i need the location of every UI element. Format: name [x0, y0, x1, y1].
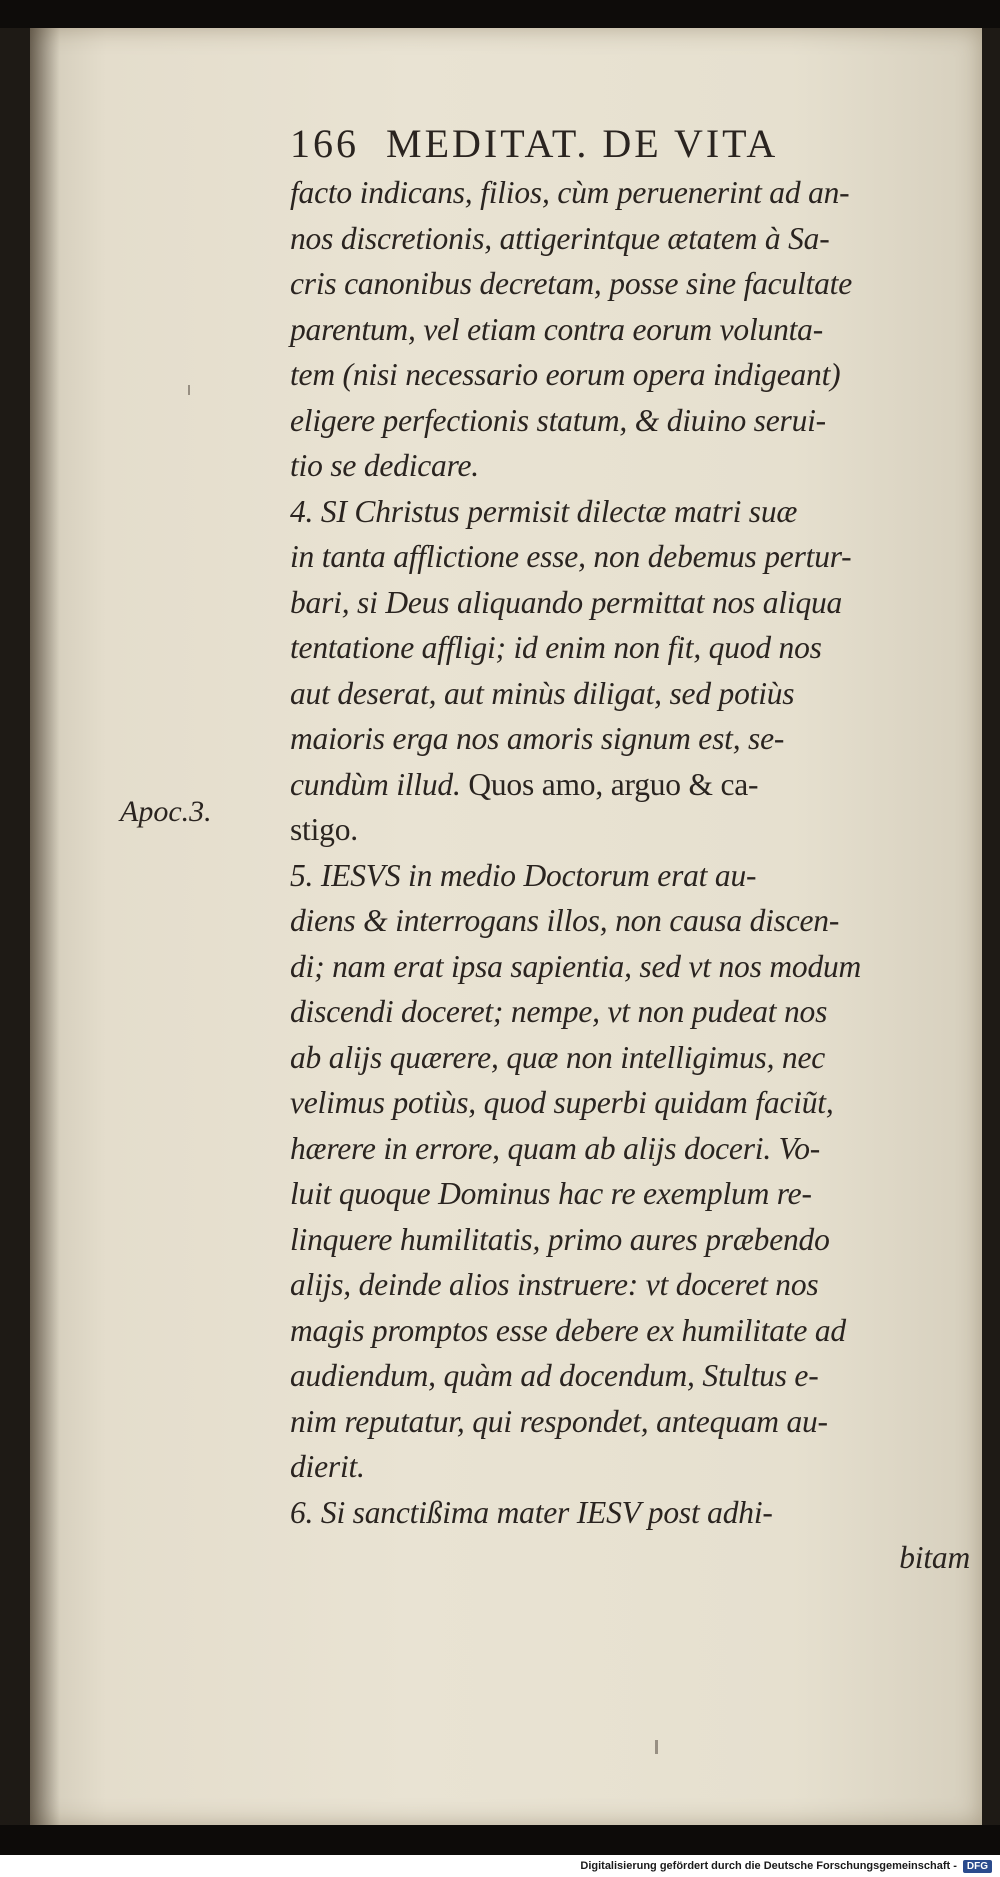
text-line: 6. Si sanctißima mater IESV post adhi-	[290, 1494, 773, 1530]
text-line	[290, 762, 970, 808]
text-line: parentum, vel etiam contra eorum volunta-	[290, 311, 824, 347]
footer-bar	[0, 1855, 1000, 1877]
text-line: diens & interrogans illos, non causa discen-	[290, 903, 840, 938]
running-head	[290, 120, 970, 170]
text-line: bari, si Deus aliquando permittat nos aliqua	[290, 584, 843, 620]
dfg-logo: DFG	[963, 1860, 992, 1873]
catchword: bitam	[899, 1540, 970, 1575]
scan-top-edge	[0, 0, 1000, 28]
text-line: luit quoque Dominus hac re exemplum re-	[290, 1176, 812, 1211]
footer-credit: Digitalisierung gefördert durch die Deutsche Forschungsgemeinschaft -	[580, 1860, 957, 1872]
text-line: hærere in errore, quam ab alijs doceri. Vo-	[290, 1130, 821, 1166]
text-line: dierit.	[290, 1449, 365, 1484]
page-number: 166	[290, 121, 359, 166]
text-line: ab alijs quærere, quæ non intelligimus, nec	[290, 1039, 826, 1075]
text-line: aut deserat, aut minùs diligat, sed potiùs	[290, 675, 795, 711]
scan-bottom-edge	[0, 1825, 1000, 1855]
running-title: MEDITAT. DE VITA	[386, 121, 779, 166]
text-line: linquere humilitatis, primo aures præbendo	[290, 1221, 830, 1257]
text-line: audiendum, quàm ad docendum, Stultus e-	[290, 1358, 819, 1393]
binding-shadow	[30, 28, 60, 1825]
ink-speck	[655, 1740, 658, 1754]
page-text	[290, 120, 970, 1581]
margin-note: Apoc.3.	[120, 795, 212, 828]
text-line: in tanta afflictione esse, non debemus pertur-	[290, 539, 852, 574]
text-line: facto indicans, filios, cùm peruenerint ad an-	[290, 175, 850, 210]
text-line: velimus potiùs, quod superbi quidam faciũt,	[290, 1085, 834, 1120]
text-line: tentatione affligi; id enim non fit, quod nos	[290, 630, 822, 665]
text-line: tem (nisi necessario eorum opera indigeant)	[290, 357, 841, 392]
text-line-italic: cundùm illud.	[290, 766, 461, 802]
text-line: tio se dedicare.	[290, 448, 479, 483]
text-line: alijs, deinde alios instruere: vt doceret nos	[290, 1267, 819, 1302]
text-line: 5. IESVS in medio Doctorum erat au-	[290, 857, 757, 893]
ink-speck	[188, 385, 190, 395]
text-line: nos discretionis, attigerintque ætatem à Sa-	[290, 220, 830, 256]
text-line: nim reputatur, qui respondet, antequam au-	[290, 1403, 828, 1439]
text-line: 4. SI Christus permisit dilectæ matri suæ	[290, 493, 798, 529]
text-line: magis promptos esse debere ex humilitate ad	[290, 1312, 846, 1348]
text-line: maioris erga nos amoris signum est, se-	[290, 721, 785, 756]
text-line: cris canonibus decretam, posse sine facultate	[290, 266, 852, 301]
text-line: eligere perfectionis statum, & diuino serui-	[290, 402, 826, 438]
quote-roman: Quos amo, arguo & ca-	[468, 766, 759, 802]
text-line: di; nam erat ipsa sapientia, sed vt nos modum	[290, 948, 862, 984]
text-line: discendi doceret; nempe, vt non pudeat nos	[290, 994, 828, 1029]
text-line: stigo.	[290, 812, 358, 847]
